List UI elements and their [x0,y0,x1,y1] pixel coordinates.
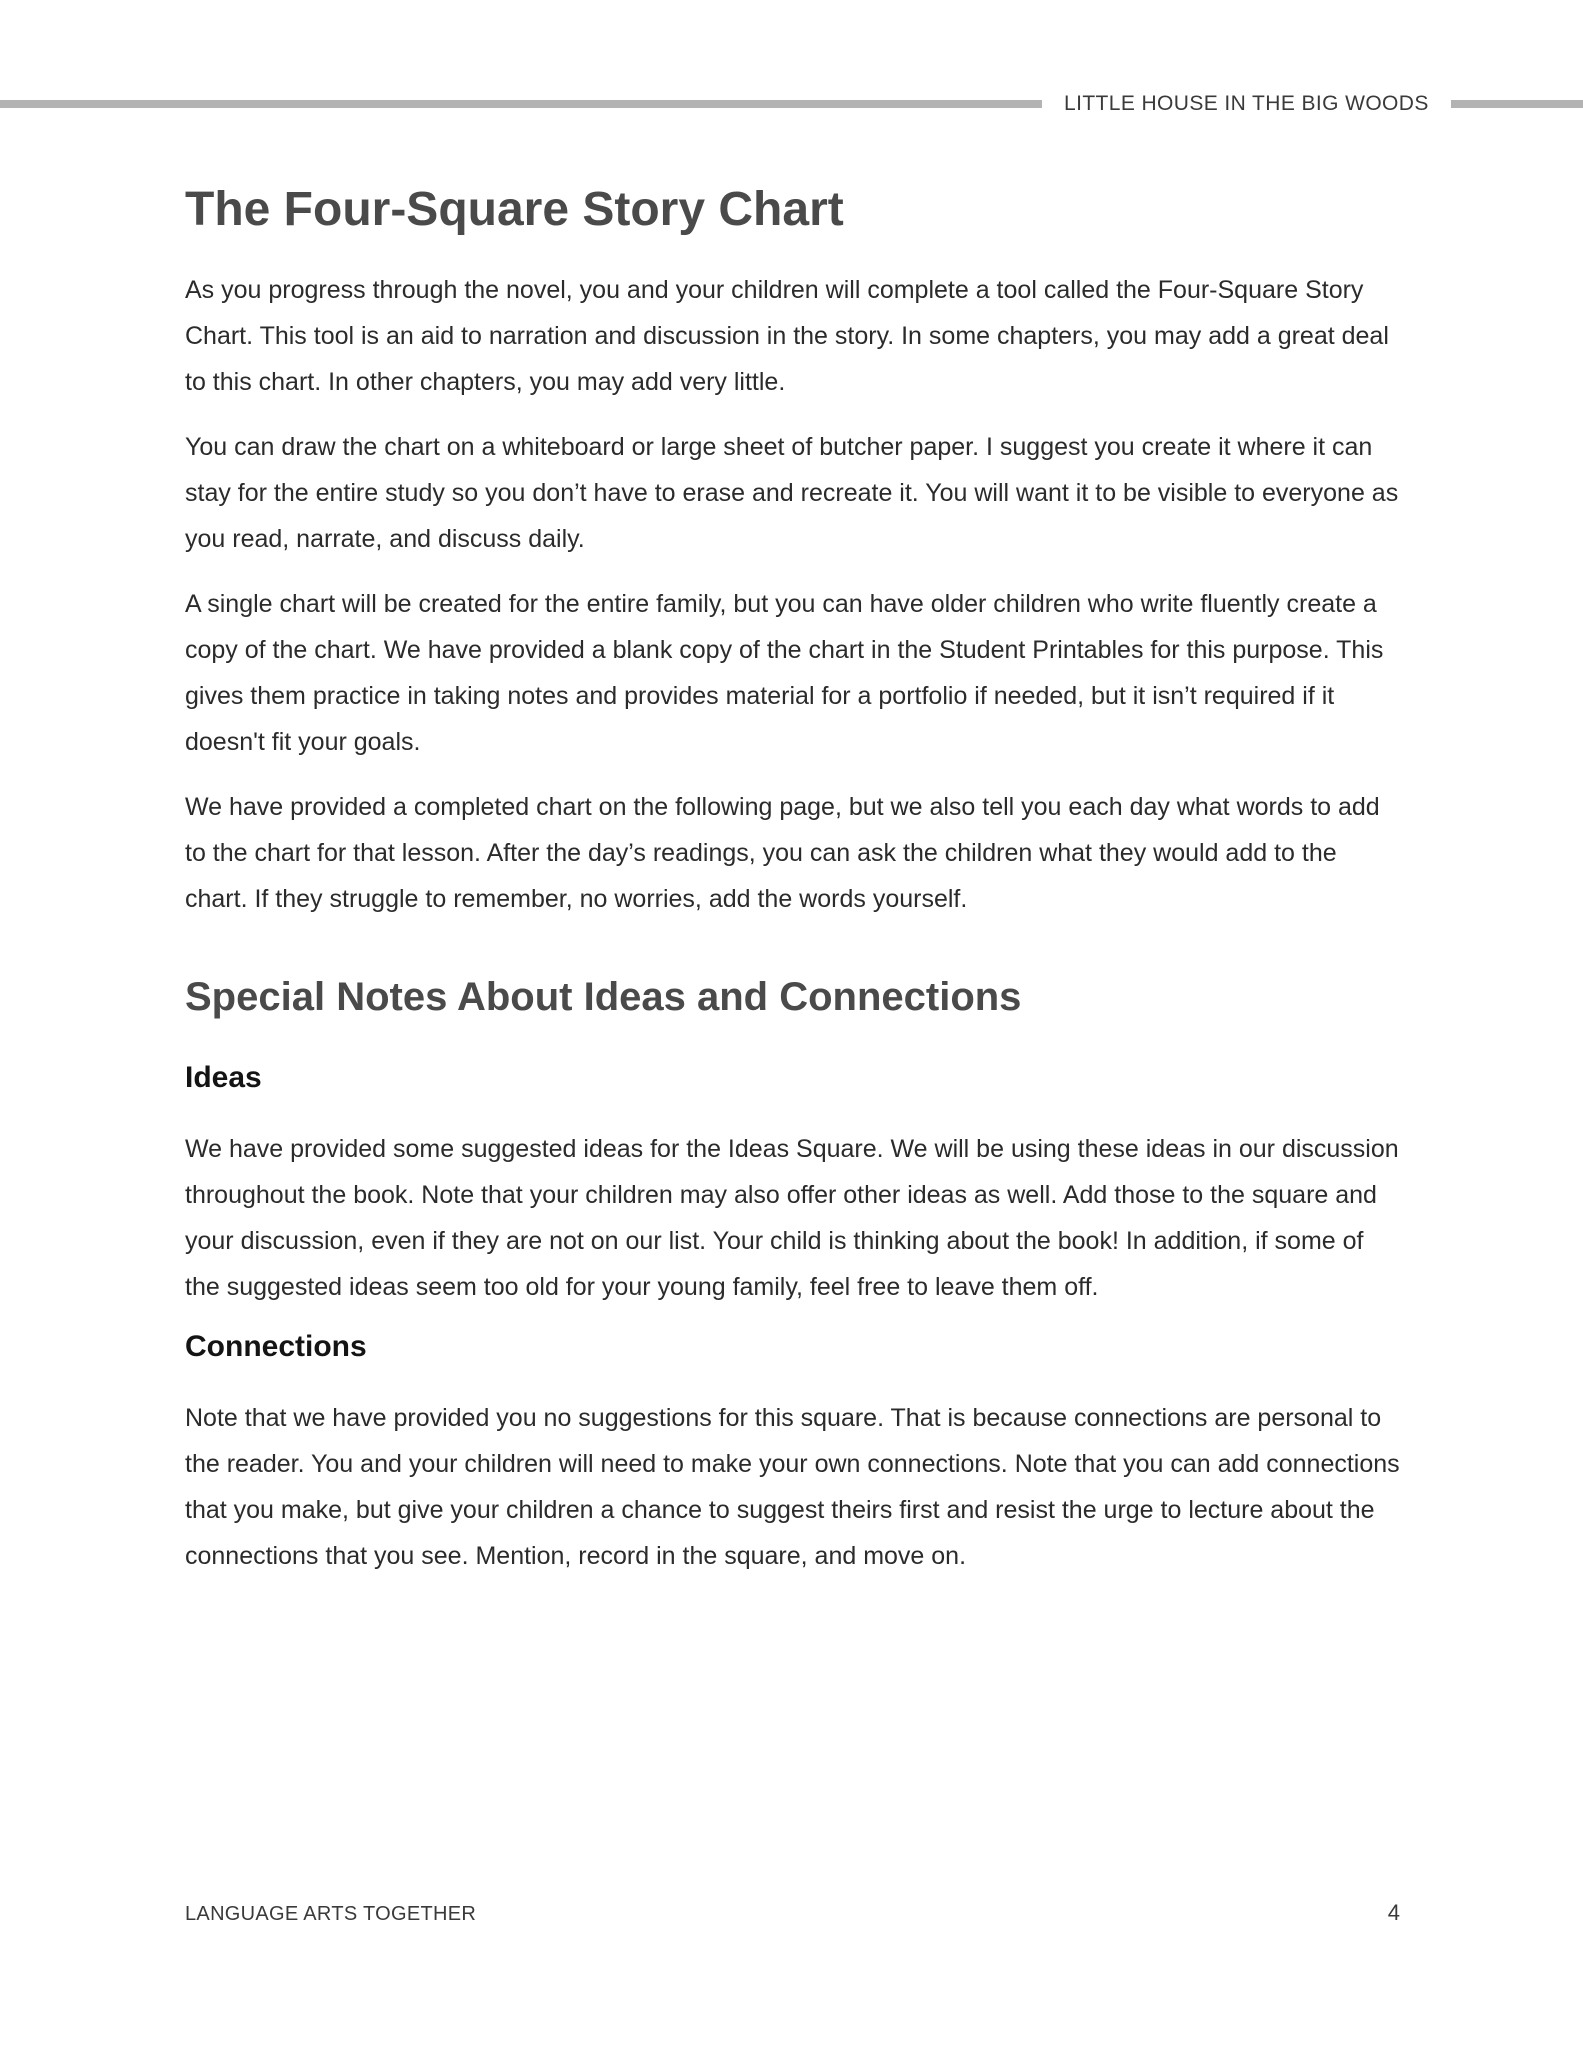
intro-paragraph-2: You can draw the chart on a whiteboard or large sheet of butcher paper. I suggest you create it where it can stay for the entire study so you don’t have to erase and recreate it. You will want it to be visible to everyone as you read, narrate, and discuss daily. [185,433,1399,554]
intro-paragraph-3: A single chart will be created for the entire family, but you can have older children who write fluently create a copy of the chart. We have provided a blank copy of the chart in the Student Printables for this purpose. This gives them practice in taking notes and provides material for a portfolio if needed, but it isn’t required if it doesn't fit your goals. [185,590,1384,757]
subsection-heading-connections: Connections [185,1330,367,1364]
header-rule-left [0,100,1042,108]
ideas-paragraph: We have provided some suggested ideas for the Ideas Square. We will be using these ideas in our discussion throughout the book. Note that your children may also offer other ideas as well. Add those to the square and your discussion, even if they are not on our list. Your child is thinking about the book! In addition, if some of the suggested ideas seem too old for your young family, feel free to leave them off. [185,1135,1399,1302]
page-title: The Four-Square Story Chart [185,183,844,236]
page-content [185,182,1400,1598]
page-footer [185,1900,1400,1926]
header-rule-right [1451,100,1583,108]
intro-paragraph-4: We have provided a completed chart on the following page, but we also tell you each day what words to add to the chart for that lesson. After the day’s readings, you can ask the children what they would add to the chart. If they struggle to remember, no worries, add the words yourself. [185,793,1380,914]
footer-brand: LANGUAGE ARTS TOGETHER [185,1903,477,1925]
running-header [0,92,1583,116]
intro-paragraph-1: As you progress through the novel, you and your children will complete a tool called the Four-Square Story Chart. This tool is an aid to narration and discussion in the story. In some chapters, you may add a great deal to this chart. In other chapters, you may add very little. [185,276,1389,397]
running-header-title: LITTLE HOUSE IN THE BIG WOODS [1064,92,1429,115]
subsection-heading-ideas: Ideas [185,1061,262,1095]
section-heading: Special Notes About Ideas and Connections [185,975,1022,1020]
page-number: 4 [1387,1900,1400,1925]
connections-paragraph: Note that we have provided you no suggestions for this square. That is because connections are personal to the reader. You and your children will need to make your own connections. Note that you can add connections that you make, but give your children a chance to suggest theirs first and resist the urge to lecture about the connections that you see. Mention, record in the square, and move on. [185,1404,1400,1571]
